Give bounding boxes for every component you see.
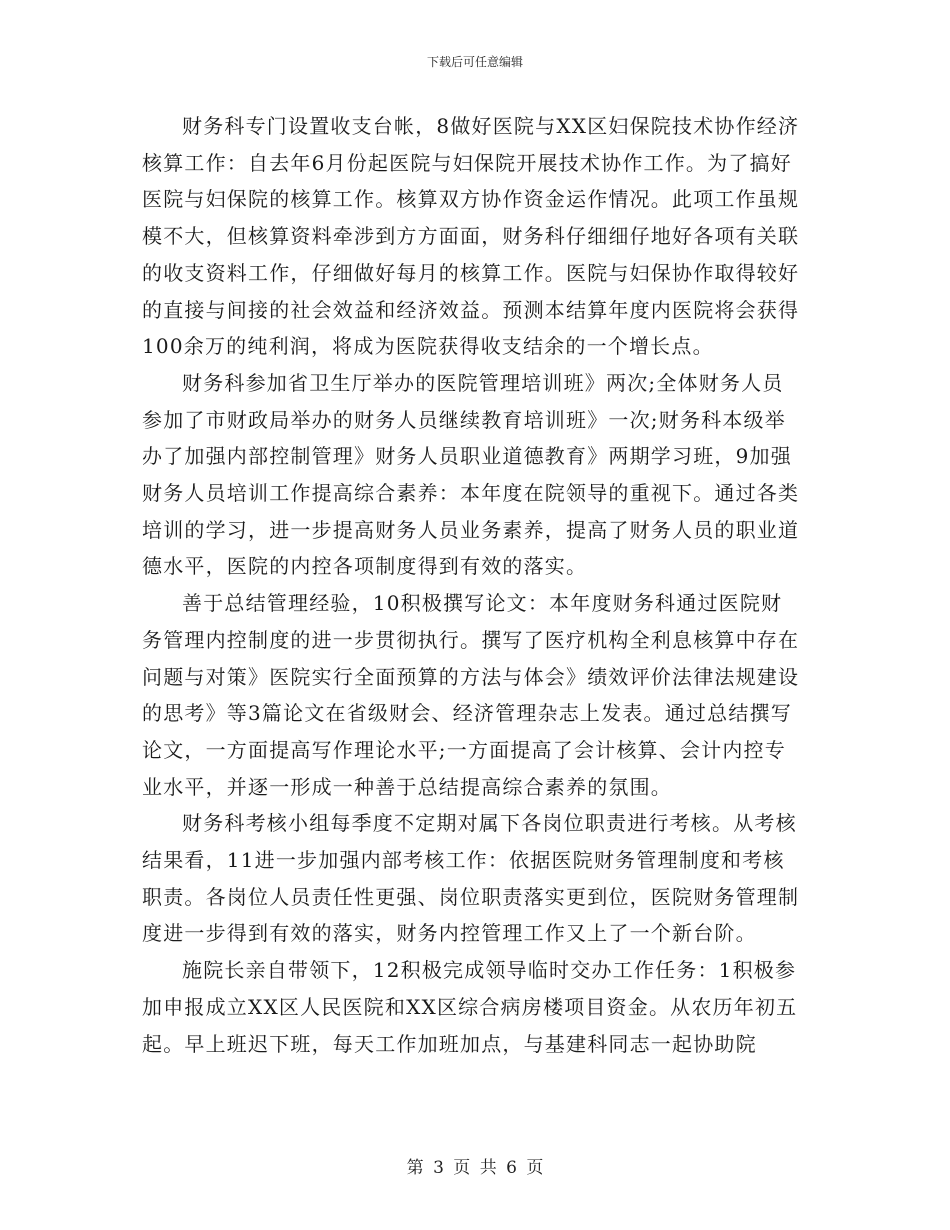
page-header: 下载后可任意编辑 <box>426 55 523 69</box>
document-body <box>142 108 802 1062</box>
paragraph-1: 财务科专门设置收支台帐，8做好医院与XX区妇保院技术协作经济核算工作：自去年6月份起医院与妇保院开展技术协作工作。为了搞好医院与妇保院的核算工作。核算双方协作资金运作情况。此项工作虽规模不大，但核算资料牵涉到方方面面，财务科仔细细仔地好各项有关联的收支资料工作，仔细做好每月的核算工作。医院与妇保协作取得较好的直接与间接的社会效益和经济效益。预测本结算年度内医院将会获得100余万的纯利润，将成为医院获得收支结余的一个增长点。 <box>142 114 800 359</box>
paragraph-2: 财务科参加省卫生厅举办的医院管理培训班》两次;全体财务人员参加了市财政局举办的财务人员继续教育培训班》一次;财务科本级举办了加强内部控制管理》财务人员职业道德教育》两期学习班，9加强财务人员培训工作提高综合素养：本年度在院领导的重视下。通过各类培训的学习，进一步提高财务人员业务素养，提高了财务人员的职业道德水平，医院的内控各项制度得到有效的落实。 <box>142 370 800 579</box>
paragraph-4: 财务科考核小组每季度不定期对属下各岗位职责进行考核。从考核结果看，11进一步加强内部考核工作：依据医院财务管理制度和考核职责。各岗位人员责任性更强、岗位职责落实更到位，医院财务管理制度进一步得到有效的落实，财务内控管理工作又上了一个新台阶。 <box>142 811 800 946</box>
paragraph-5: 施院长亲自带领下，12积极完成领导临时交办工作任务：1积极参加申报成立XX区人民医院和XX区综合病房楼项目资金。从农历年初五起。早上班迟下班，每天工作加班加点，与基建科同志一起协助院 <box>142 958 798 1056</box>
paragraph-3: 善于总结管理经验，10积极撰写论文：本年度财务科通过医院财务管理内控制度的进一步贯彻执行。撰写了医疗机构全利息核算中存在问题与对策》医院实行全面预算的方法与体会》绩效评价法律法规建设的思考》等3篇论文在省级财会、经济管理杂志上发表。通过总结撰写论文，一方面提高写作理论水平;一方面提高了会计核算、会计内控专业水平，并逐一形成一种善于总结提高综合素养的氛围。 <box>142 591 800 799</box>
page-footer: 第 3 页 共 6 页 <box>406 1158 544 1178</box>
